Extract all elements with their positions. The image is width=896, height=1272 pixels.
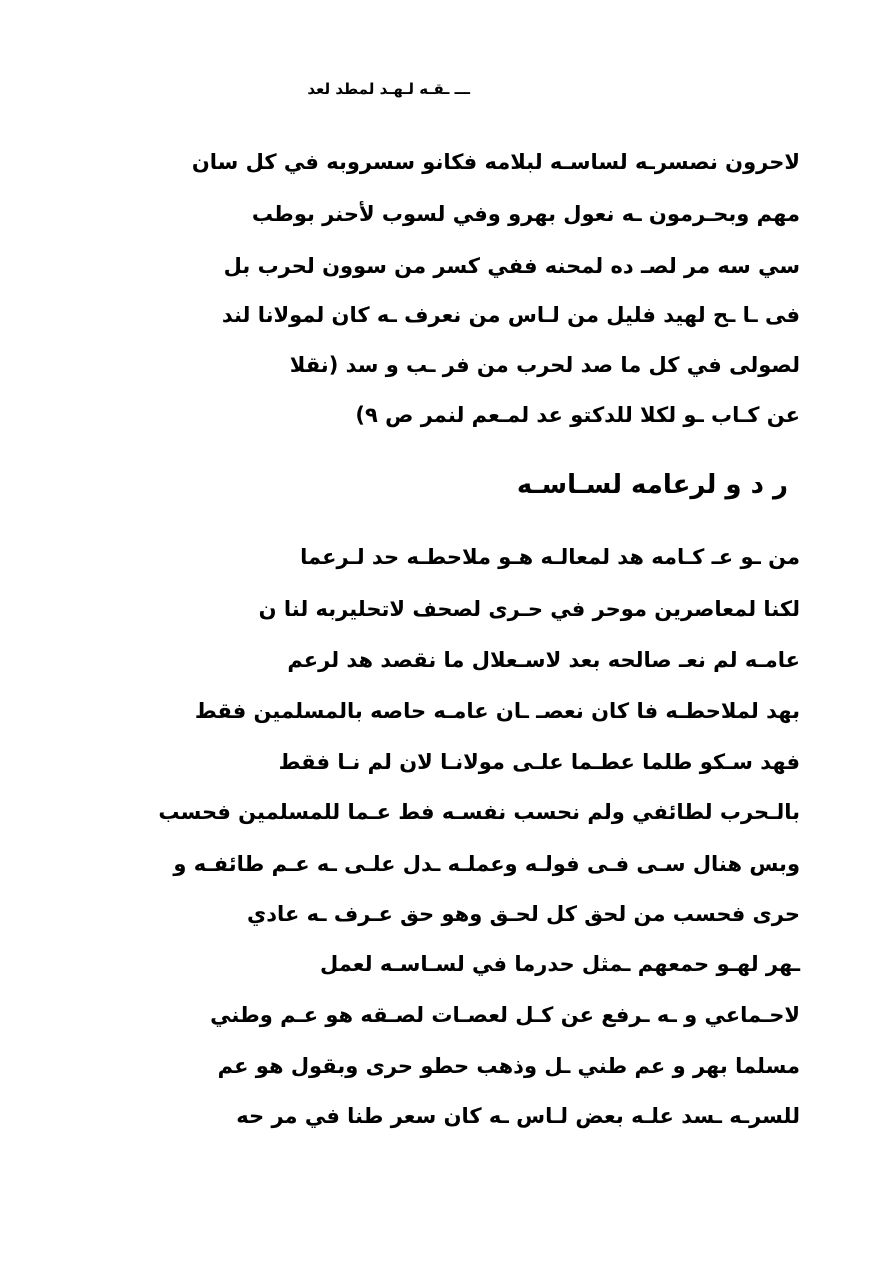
running-header: ـــ ـقـه لـهـد لمطد لعد (307, 80, 470, 98)
paragraph-1-line-4: فى ـا ـح لهيد فليل من لـاس من نعرف ـه كان لمولانا لند (221, 303, 800, 327)
paragraph-2-line-3: عامـه لم نعـ صالحه بعد لاسـعلال ما نقصد هد لرعم (287, 648, 800, 672)
paragraph-2-line-10: لاحـماعي و ـه ـرفع عن كـل لعصـات لصـقه هو عـم وطني (210, 1003, 800, 1027)
paragraph-2-line-11: مسلما بهر و عم طني ـل وذهب حطو حرى وبقول هو عم (217, 1054, 800, 1078)
paragraph-1-line-2: مهم وبحـرمون ـه نعول بهرو وفي لسوب لأحنر بوطب (251, 202, 800, 226)
paragraph-2-line-12: للسرـه ـسد علـه بعض لـاس ـه كان سعر طنا في مر حه (236, 1104, 800, 1128)
paragraph-1-line-1: لاحرون نصسرـه لساسـه لبلامه فكانو سسروبه في كل سان (191, 150, 800, 174)
section-heading: ر د و لرعامه لسـاسـه (516, 470, 788, 500)
paragraph-1-line-3: سي سه مر لصـ ده لمحنه ففي كسر من سوون لحرب بل (223, 254, 800, 278)
paragraph-2-line-7: وبس هنال سـى فـى فولـه وعملـه ـدل علـى ـه عـم طائفـه و (173, 852, 800, 876)
paragraph-1-line-6: عن كـاب ـو لكلا للدكتو عد لمـعم لنمر ص ٩) (355, 403, 800, 427)
paragraph-2-line-9: ـهر لهـو حمعهم ـمثل حدرما في لسـاسـه لعمل (319, 952, 800, 976)
paragraph-2-line-6: بالـحرب لطائفي ولم نحسب نفسـه فط عـما للمسلمين فحسب (158, 800, 800, 824)
paragraph-2-line-8: حرى فحسب من لحق كل لحـق وهو حق عـرف ـه عادي (247, 902, 800, 926)
paragraph-2-line-1: من ـو عـ كـامه هد لمعالـه هـو ملاحطـه حد لـرعما (300, 545, 800, 569)
paragraph-2-line-5: فهد سـكو طلما عطـما علـى مولانـا لان لم نـا فقط (278, 750, 800, 774)
paragraph-2-line-4: بهد لملاحطـه فا كان نعصـ ـان عامـه حاصه بالمسلمين فقط (194, 699, 800, 723)
paragraph-2-line-2: لكنا لمعاصرين موحر في حـرى لصحف لاتحليربه لنا ن (258, 597, 800, 621)
paragraph-1-line-5: لصولى في كل ما صد لحرب من فر ـب و سد (نقلا (289, 353, 800, 377)
